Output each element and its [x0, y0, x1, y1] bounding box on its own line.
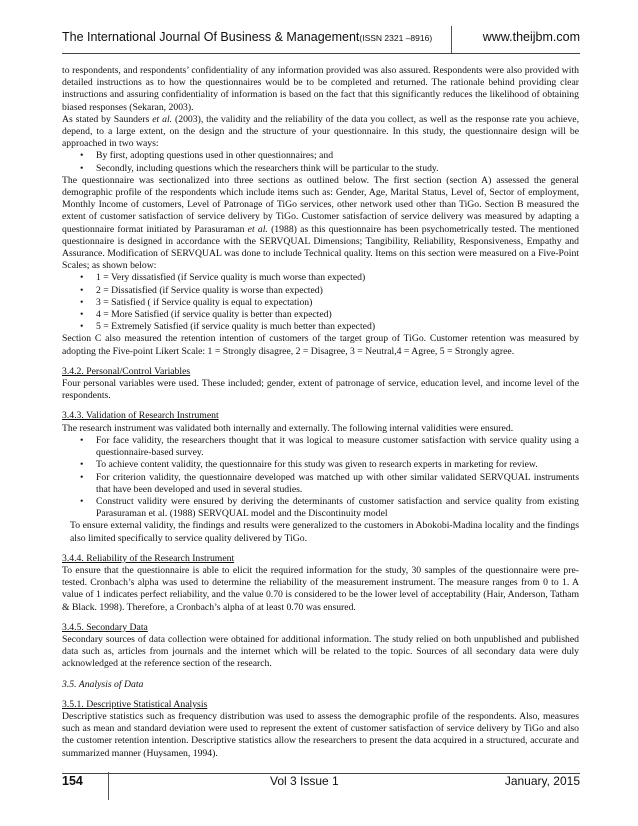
paragraph-saunders	[62, 114, 579, 151]
heading-3-4-4: 3.4.4. Reliability of the Research Instrument	[62, 552, 235, 564]
text-run-italic: et al.	[247, 223, 268, 235]
journal-website: www.theijbm.com	[482, 30, 580, 44]
spacer	[62, 614, 579, 622]
paragraph-3-4-2: Four personal variables were used. These included; gender, extent of patronage of service, education level, and income level of the respondents.	[62, 378, 579, 402]
journal-issn: (ISSN 2321 –8916)	[359, 33, 433, 43]
journal-name: The International Journal Of Business & Management	[62, 30, 360, 44]
paragraph-sections	[62, 175, 579, 273]
approach-list	[62, 150, 579, 174]
paragraph-external-validity: To ensure external validity, the findings and results were generalized to the customers in Abokobi-Madina locality and the findings also limited specifically to service quality delivered by TiGo.	[70, 520, 579, 544]
text-run-italic: et al.	[152, 113, 173, 125]
header-rule	[62, 53, 580, 54]
validity-list	[62, 435, 579, 520]
list-item: • To achieve content validity, the questionnaire for this study was given to research experts in marketing for review.	[96, 459, 579, 471]
heading-3-4-5: 3.4.5. Secondary Data	[62, 621, 148, 633]
paragraph-3-4-4: To ensure that the questionnaire is able to elicit the required information for the study, 30 samples of the questionnaire were pre-tested. Cronbach’s alpha was used to determine the reliability of the measurement instrument. The measure ranges from 0 to 1. A value of 1 indicates perfect reliability, and the value 0.70 is considered to be the lower level of acceptability (Hair, Anderson, Tatham & Black. 1998). Therefore, a Cronbach’s alpha of at least 0.70 was ensured.	[62, 564, 579, 613]
paragraph-section-c: Section C also measured the retention intention of customers of the target group of TiGo. Customer retention was measured by adopting the Five-point Likert Scale: 1 = Strongly disagree, 2 = Disagree, 3 = Neutral,4 = Agree, 5 = Strongly agree.	[62, 333, 579, 357]
list-item: • Construct validity were ensured by deriving the determinants of customer satisfaction and service quality from existing Parasuraman et al. (1988) SERVQUAL model and the Discontinuity model	[96, 496, 579, 520]
spacer	[62, 402, 579, 410]
list-item: • By first, adopting questions used in other questionnaires; and	[96, 150, 579, 162]
text-run: The questionnaire was sectionalized into three sections as outlined below. The first section (section A) assessed the general demographic profile of the respondents which include items such as: Gender, Age, Marital Status, Level of, Sector of employment, Monthly Income of customers, Level of Patronage of TiGo services, other network used other than TiGo. Section B measured the extent of customer satisfaction of service delivery by TiGo. Customer satisfaction of service delivery was measured by adapting a questionnaire format initiated by Parasuraman	[62, 174, 579, 235]
spacer	[62, 671, 579, 679]
text-run: (1988) as this questionnaire has been psychometrically tested. The mentioned questionnaire is designed in accordance with the SERVQUAL Dimensions; Tangibility, Reliability, Responsiveness, Empathy and Assurance. Modification of SERVQUAL was done to include Technical quality. Items on this section were measured on a Five-Point Scales; as shown below:	[62, 223, 579, 272]
list-item: • Secondly, including questions which the researchers think will be particular to the study.	[96, 163, 579, 175]
page-footer	[62, 772, 580, 802]
journal-title	[62, 30, 432, 44]
list-item: • 2 = Dissatisfied (if Service quality is worse than expected)	[96, 285, 579, 297]
list-item: • 1 = Very dissatisfied (if Service quality is much worse than expected)	[96, 272, 579, 284]
scale-list	[62, 272, 579, 333]
header-divider	[451, 26, 452, 54]
text-run: As stated by Saunders	[62, 113, 153, 125]
heading-3-5-1: 3.5.1. Descriptive Statistical Analysis	[62, 698, 208, 710]
volume-issue: Vol 3 Issue 1	[270, 774, 339, 788]
list-item: • For criterion validity, the questionnaire developed was matched up with other similar validated SERVQUAL instruments that have been developed and used in several studies.	[96, 472, 579, 496]
list-item: • 4 = More Satisfied (if service quality is better than expected)	[96, 309, 579, 321]
spacer	[62, 358, 579, 366]
spacer	[62, 691, 579, 699]
text-run: (2003), the validity and the reliability of the data you collect, as well as the response rate you achieve, depend, to a large extent, on the design and the structure of your questionnaire. In this study, the questionnaire design will be approached in two ways:	[62, 113, 579, 150]
paragraph-3-4-3: The research instrument was validated both internally and externally. The following internal validities were ensured.	[62, 422, 514, 434]
heading-3-4-3: 3.4.3. Validation of Research Instrument	[62, 410, 219, 422]
paragraph-3-4-5: Secondary sources of data collection were obtained for additional information. The study relied on both unpublished and published data such as, articles from journals and the internet which will be related to the topic. Sources of all secondary data were duly acknowledged at the reference section of the research.	[62, 633, 579, 670]
page-header	[62, 14, 580, 54]
paragraph-3-5-1: Descriptive statistics such as frequency distribution was used to assess the demographic profile of the respondents. Also, measures such as mean and standard deviation were used to represent the extent of customer satisfaction of service delivery by TiGo and also the customer retention intention. Descriptive statistics allow the researchers to present the data acquired in a structured, accurate and summarized manner (Huysamen, 1994).	[62, 710, 579, 759]
list-item: • For face validity, the researchers thought that it was logical to measure customer satisfaction with service quality using a questionnaire-based survey.	[96, 435, 579, 459]
spacer	[62, 545, 579, 553]
footer-divider	[108, 772, 109, 800]
page-number: 154	[62, 774, 83, 788]
list-item: • 5 = Extremely Satisfied (if service quality is much better than expected)	[96, 321, 579, 333]
paragraph-confidentiality: to respondents, and respondents’ confidentiality of any information provided was also assured. Respondents were also provided with detailed instructions as to how the questionnaires would be to be completed and returned. The rationale behind providing clear instructions and assuring confidentiality of information is based on the fact that this significantly reduces the likelihood of obtaining biased responses (Sekaran, 2003).	[62, 65, 579, 113]
list-item: • 3 = Satisfied ( if Service quality is equal to expectation)	[96, 297, 579, 309]
issue-date: January, 2015	[504, 774, 580, 788]
article-body	[62, 65, 579, 760]
heading-3-4-2: 3.4.2. Personal/Control Variables	[62, 365, 191, 377]
heading-3-5: 3.5. Analysis of Data	[62, 678, 144, 690]
